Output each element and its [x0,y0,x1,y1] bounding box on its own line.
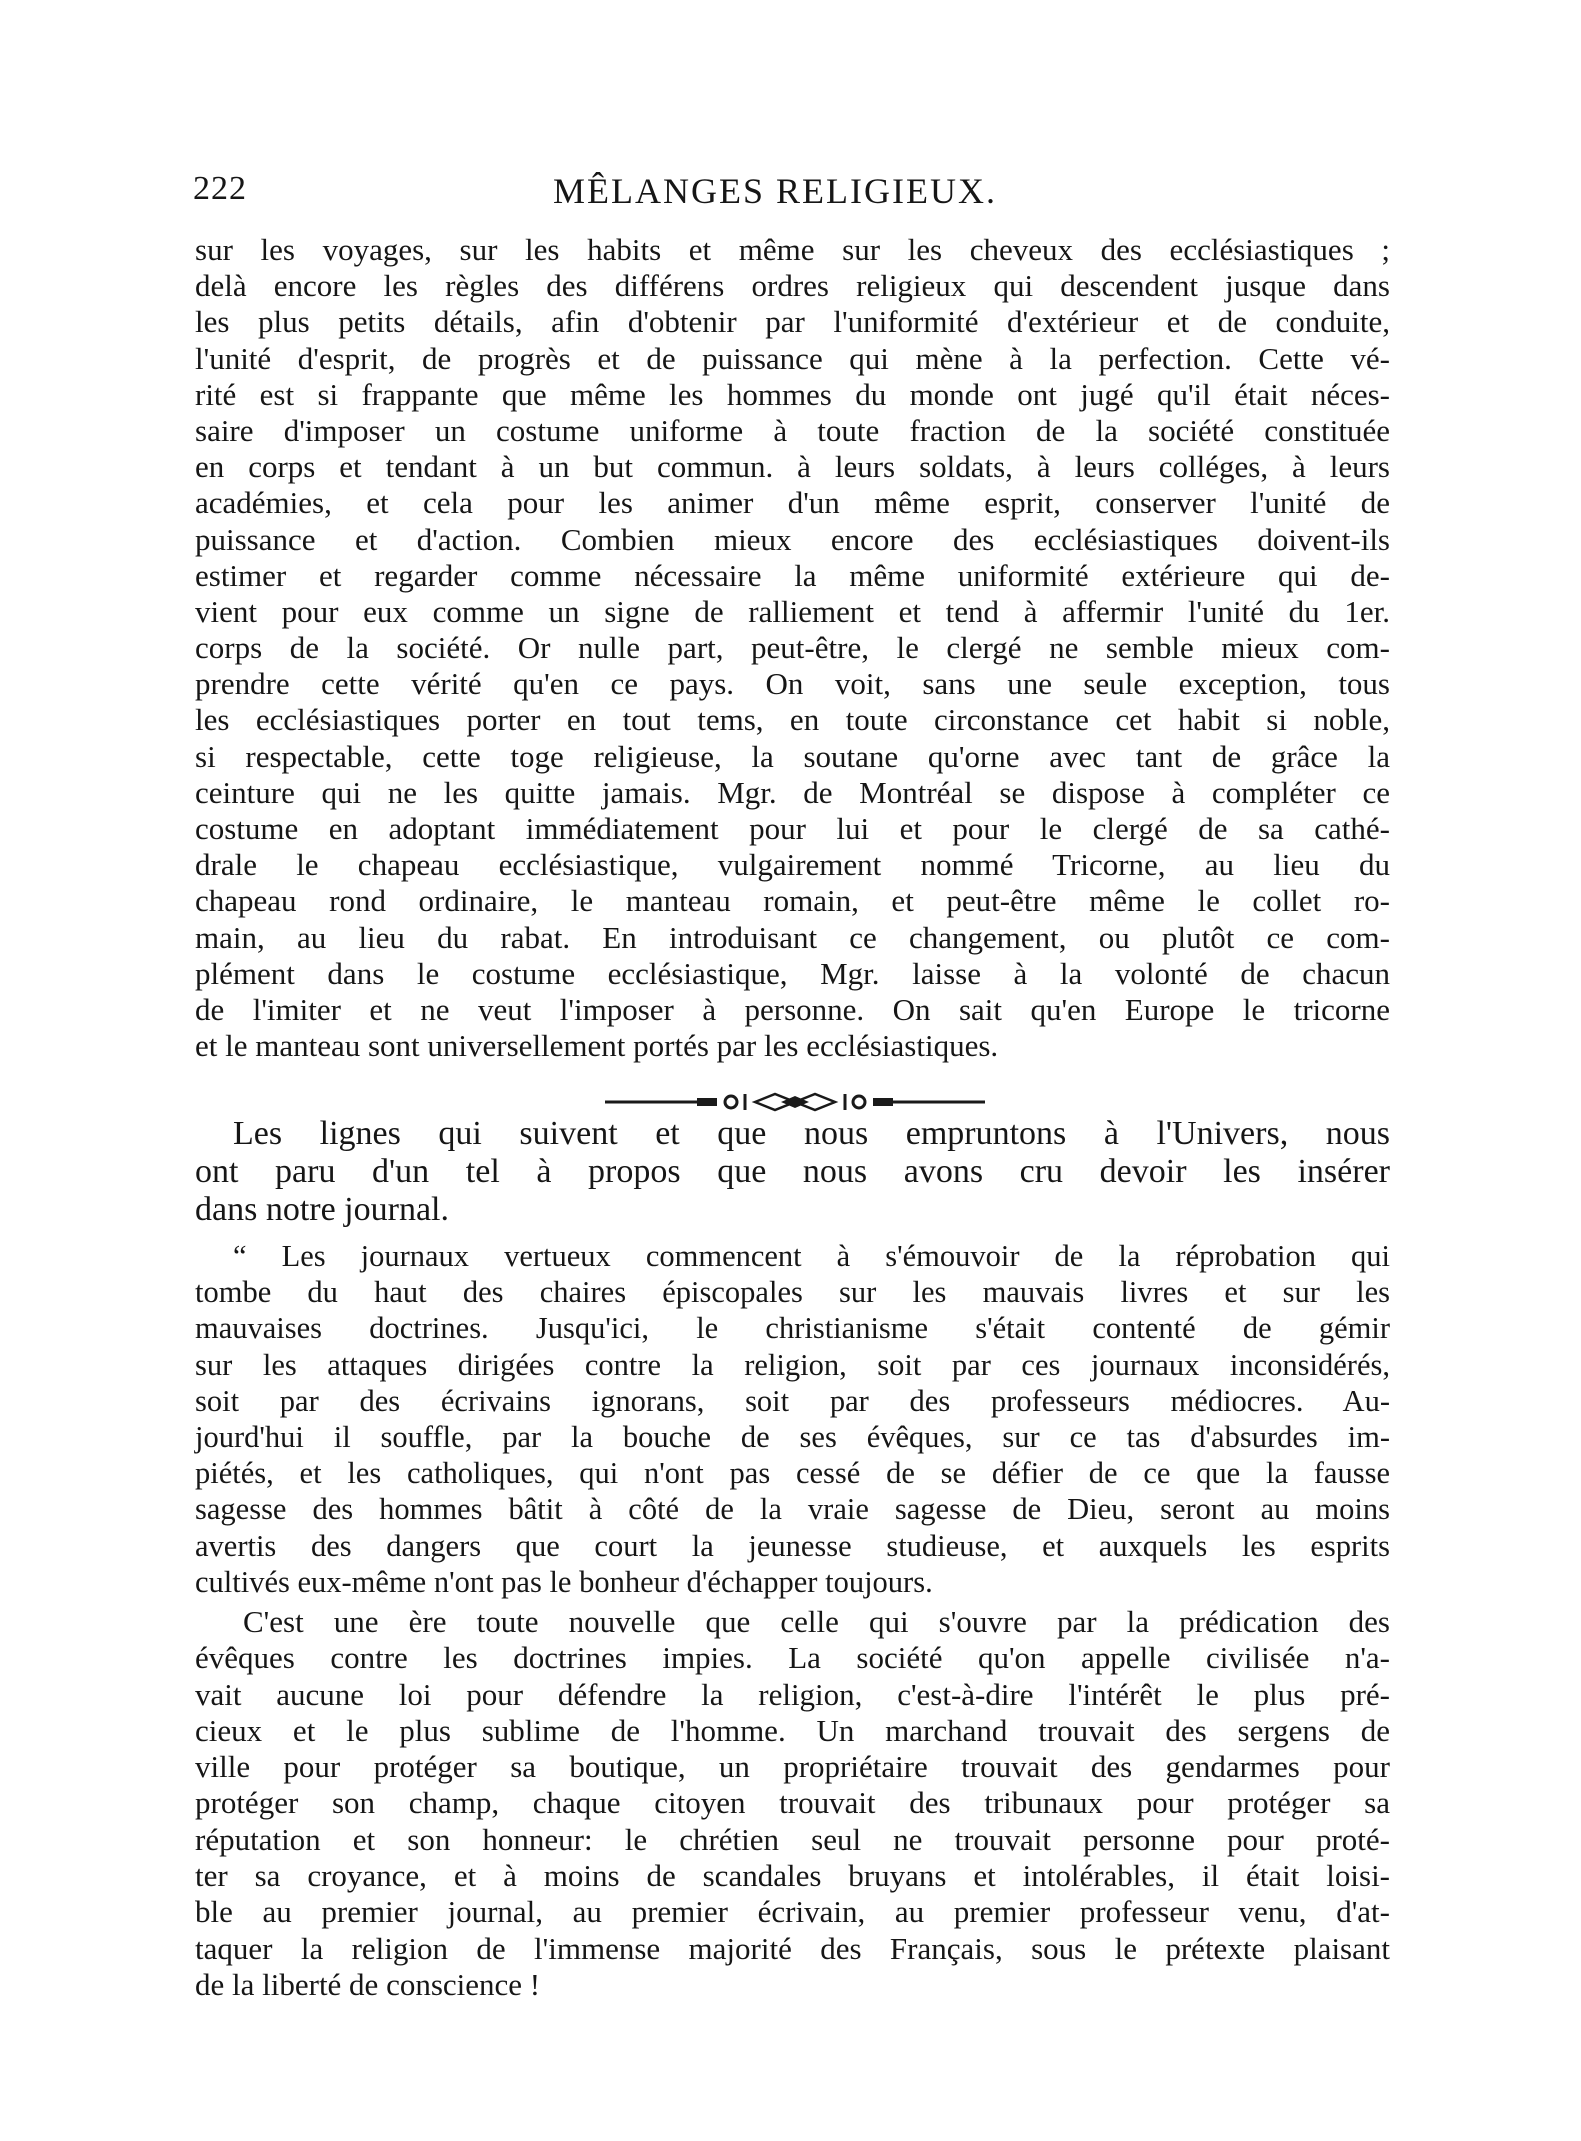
text-line: évêques contre les doctrines impies. La société qu'on appelle civilisée n'a- [195,1640,1390,1676]
text-line: piétés, et les catholiques, qui n'ont pas cessé de se défier de ce que la fausse [195,1456,1390,1491]
text-line: saire d'imposer un costume uniforme à toute fraction de la société constituée [195,412,1390,448]
text-line: réputation et son honneur: le chrétien seul ne trouvait personne pour proté- [195,1821,1390,1857]
text-line: ont paru d'un tel à propos que nous avons cru devoir les insérer [195,1153,1390,1190]
paragraph-quote-journals [195,1238,1390,1600]
text-line: chapeau rond ordinaire, le manteau romain, et peut-être même le collet ro- [195,883,1390,919]
text-line: “ Les journaux vertueux commencent à s'émouvoir de la réprobation qui [233,1239,1390,1273]
text-line: cultivés eux-même n'ont pas le bonheur d'échapper toujours. [195,1564,933,1599]
text-line: sur les voyages, sur les habits et même sur les cheveux des ecclésiastiques ; [195,232,1390,267]
text-line: puissance et d'action. Combien mieux encore des ecclésiastiques doivent-ils [195,521,1390,557]
text-line: tombe du haut des chaires épiscopales sur les mauvais livres et sur les [195,1275,1390,1310]
text-line: les plus petits détails, afin d'obtenir par l'uniformité d'extérieur et de conduite, [195,304,1390,340]
text-line: jourd'hui il souffle, par la bouche de ses évêques, sur ce tas d'absurdes im- [195,1419,1390,1454]
text-line: mauvaises doctrines. Jusqu'ici, le christianisme s'était contenté de gémir [195,1311,1390,1346]
header-title: MÊLANGES RELIGIEUX. [553,171,997,211]
text-line: taquer la religion de l'immense majorité des Français, sous le prétexte plaisant [195,1930,1390,1966]
text-line: soit par des écrivains ignorans, soit par des professeurs médiocres. Au- [195,1383,1390,1418]
text-line: prendre cette vérité qu'en ce pays. On voit, sans une seule exception, tous [195,666,1390,702]
text-line: académies, et cela pour les animer d'un même esprit, conserver l'unité de [195,485,1390,521]
text-line: avertis des dangers que court la jeunesse studieuse, et auxquels les esprits [195,1528,1390,1563]
text-line: ville pour protéger sa boutique, un propriétaire trouvait des gendarmes pour [195,1749,1390,1785]
text-line: dans notre journal. [195,1191,449,1228]
text-line: ceinture qui ne les quitte jamais. Mgr. de Montréal se dispose à compléter ce [195,774,1390,810]
ornament-divider [605,1090,985,1114]
text-line: de la liberté de conscience ! [195,1966,541,2002]
text-line: sur les attaques dirigées contre la religion, soit par ces journaux inconsidérés, [195,1347,1390,1382]
text-line: les ecclésiastiques porter en tout tems, en toute circonstance cet habit si noble, [195,702,1390,738]
text-line: costume en adoptant immédiatement pour lui et pour le clergé de sa cathé- [195,811,1390,846]
text-line: drale le chapeau ecclésiastique, vulgairement nommé Tricorne, au lieu du [195,847,1390,883]
text-line: vient pour eux comme un signe de ralliement et tend à affermir l'unité du 1er. [195,593,1390,629]
paragraph-new-era [195,1604,1390,2003]
paragraph-introduction [195,1115,1390,1229]
text-line: cieux et le plus sublime de l'homme. Un marchand trouvait des sergens de [195,1712,1390,1748]
text-line: corps de la société. Or nulle part, peut-être, le clergé ne semble mieux com- [195,630,1390,666]
text-line: de l'imiter et ne veut l'imposer à personne. On sait qu'en Europe le tricorne [195,991,1390,1027]
text-line: plément dans le costume ecclésiastique, Mgr. laisse à la volonté de chacun [195,955,1390,991]
text-line: ble au premier journal, au premier écrivain, au premier professeur venu, d'at- [195,1894,1390,1930]
paragraph-costume [195,232,1390,1064]
text-line: delà encore les règles des différens ordres religieux qui descendent jusque dans [195,268,1390,304]
text-line: C'est une ère toute nouvelle que celle qui s'ouvre par la prédication des [243,1604,1390,1639]
text-line: et le manteau sont universellement portés par les ecclésiastiques. [195,1028,999,1064]
text-line: rité est si frappante que même les hommes du monde ont jugé qu'il était néces- [195,376,1390,412]
text-line: si respectable, cette toge religieuse, la soutane qu'orne avec tant de grâce la [195,738,1390,774]
text-line: ter sa croyance, et à moins de scandales bruyans et intolérables, il était loisi- [195,1858,1390,1894]
text-line: main, au lieu du rabat. En introduisant ce changement, ou plutôt ce com- [195,919,1390,955]
text-line: Les lignes qui suivent et que nous empruntons à l'Univers, nous [233,1115,1390,1152]
text-line: sagesse des hommes bâtit à côté de la vraie sagesse de Dieu, seront au moins [195,1492,1390,1527]
text-line: vait aucune loi pour défendre la religion, c'est-à-dire l'intérêt le plus pré- [195,1676,1390,1712]
text-line: estimer et regarder comme nécessaire la même uniformité extérieure qui de- [195,557,1390,593]
text-line: l'unité d'esprit, de progrès et de puissance qui mène à la perfection. Cette vé- [195,340,1390,376]
page-number: 222 [193,170,247,207]
text-line: protéger son champ, chaque citoyen trouvait des tribunaux pour protéger sa [195,1785,1390,1821]
text-line: en corps et tendant à un but commun. à leurs soldats, à leurs colléges, à leurs [195,449,1390,485]
running-head [193,170,1393,220]
